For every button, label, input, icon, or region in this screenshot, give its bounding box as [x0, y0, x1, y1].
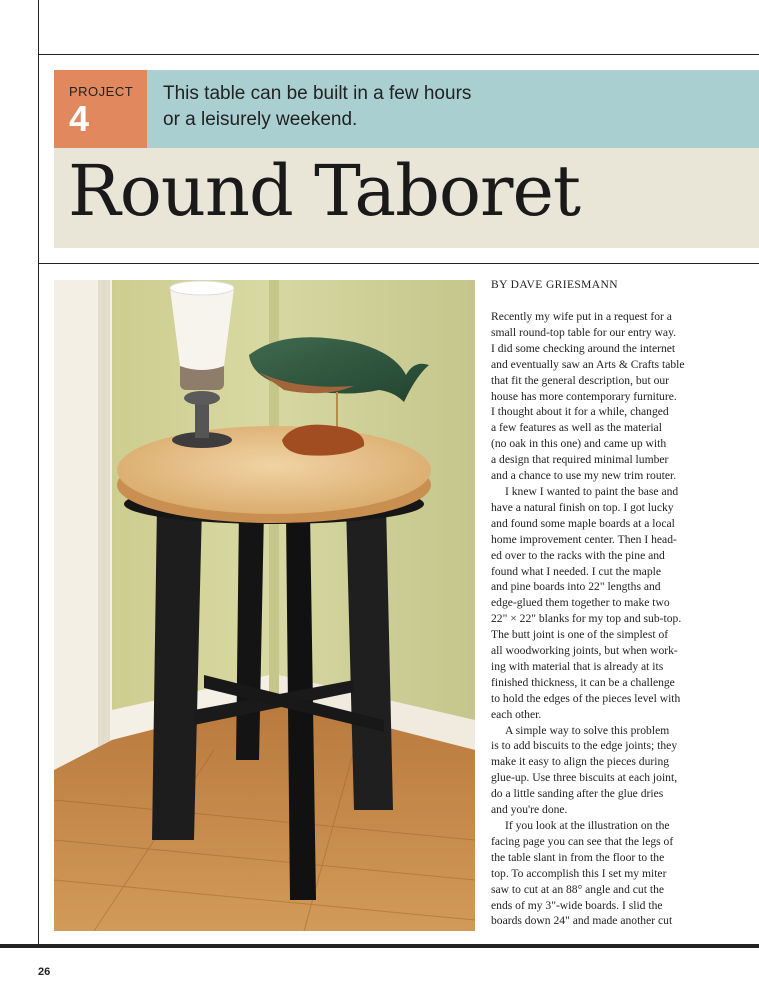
body-line: A simple way to solve this problem [505, 723, 670, 737]
body-line: I did some checking around the internet [491, 341, 676, 355]
page-number: 26 [38, 966, 51, 978]
body-line: make it easy to align the pieces during [491, 755, 670, 769]
body-line: 22" × 22" blanks for my top and sub-top. [491, 612, 682, 626]
body-line: top. To accomplish this I set my miter [491, 866, 667, 880]
body-line: found what I needed. I cut the maple [491, 564, 661, 578]
header-top-rule [38, 54, 759, 55]
header-bottom-rule [38, 263, 759, 264]
body-line: The butt joint is one of the simplest of [491, 628, 669, 642]
article-body [491, 309, 698, 929]
title-band [54, 148, 759, 248]
footer-rule [0, 944, 759, 948]
body-line: and pine boards into 22" lengths and [491, 580, 661, 594]
taboret-illustration [54, 280, 475, 931]
tagline-line: This table can be built in a few hours [163, 83, 472, 104]
body-line: saw to cut at an 88° angle and cut the [491, 882, 665, 896]
page-title: Round Taboret [68, 150, 581, 232]
body-line: do a little sanding after the glue dries [491, 787, 664, 801]
body-line: have a natural finish on top. I got lucky [491, 500, 674, 514]
byline: BY DAVE GRIESMANN [491, 279, 618, 291]
body-line: to hold the edges of the pieces level with [491, 691, 681, 705]
body-line: and you're done. [491, 803, 568, 817]
body-line: facing page you can see that the legs of [491, 834, 674, 848]
body-line: ends of my 3"-wide boards. I slid the [491, 898, 663, 912]
body-line: edge-glued them together to make two [491, 596, 670, 610]
body-line: glue-up. Use three biscuits at each joint, [491, 771, 678, 785]
tagline [163, 81, 471, 133]
left-margin-rule [38, 0, 39, 55]
body-line: and found some maple boards at a local [491, 516, 675, 530]
body-line: If you look at the illustration on the [505, 819, 670, 832]
tagline-banner [147, 70, 759, 148]
body-line: ing with material that is already at its [491, 659, 664, 673]
body-line: I thought about it for a while, changed [491, 405, 669, 419]
body-line: and eventually saw an Arts & Crafts table [491, 357, 685, 371]
body-line: I knew I wanted to paint the base and [505, 484, 679, 498]
body-line: finished thickness, it can be a challenge [491, 675, 675, 689]
body-line: boards down 24" and made another cut [491, 914, 673, 928]
body-line: each other. [491, 707, 542, 721]
project-number: 4 [69, 98, 90, 139]
project-number-box [54, 70, 147, 148]
body-line: and a chance to use my new trim router. [491, 469, 677, 483]
body-line: all woodworking joints, but when work- [491, 644, 678, 658]
tagline-line: or a leisurely weekend. [163, 109, 358, 130]
body-line: Recently my wife put in a request for a [491, 310, 672, 323]
body-line: small round-top table for our entry way. [491, 325, 677, 339]
body-line: the table slant in from the floor to the [491, 850, 665, 864]
body-line: a design that required minimal lumber [491, 453, 669, 467]
body-line: is to add biscuits to the edge joints; they [491, 739, 678, 753]
taboret-photo [54, 280, 475, 931]
project-label: PROJECT [69, 84, 134, 99]
body-line: ed over to the racks with the pine and [491, 548, 665, 562]
left-margin-rule [38, 54, 39, 946]
body-line: (no oak in this one) and came up with [491, 437, 667, 451]
body-line: home improvement center. Then I head- [491, 532, 677, 546]
body-line: house has more contemporary furniture. [491, 389, 677, 403]
body-line: that fit the general description, but our [491, 373, 670, 387]
body-line: a few features as well as the material [491, 421, 662, 435]
